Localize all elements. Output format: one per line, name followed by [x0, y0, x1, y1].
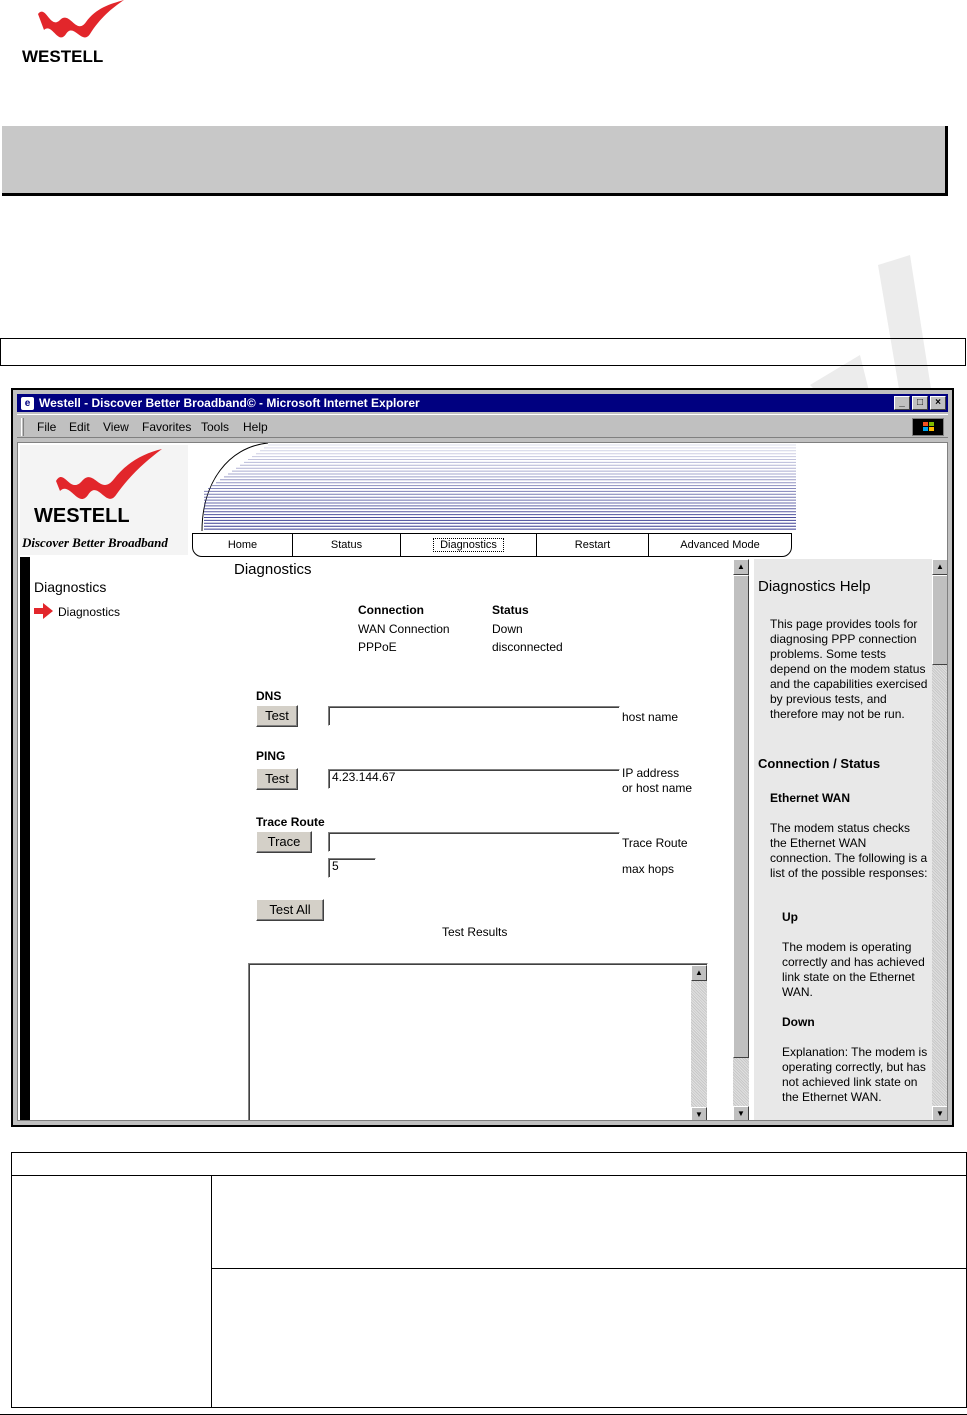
windows-logo-icon — [912, 418, 944, 436]
page-title: Diagnostics — [234, 561, 312, 578]
menu-edit[interactable]: Edit — [69, 420, 90, 434]
nav-restart[interactable]: Restart — [537, 534, 649, 556]
max-hops-input[interactable]: 5 — [328, 858, 376, 878]
scroll-thumb[interactable] — [733, 575, 749, 1058]
dns-host-input[interactable] — [328, 706, 620, 726]
menu-file[interactable]: File — [37, 420, 57, 434]
window-title: Westell - Discover Better Broadband© - Microsoft Internet Explorer — [39, 396, 420, 410]
help-sub-intro: The modem status checks the Ethernet WAN connection. The following is a list of the possible responses: — [770, 821, 928, 880]
scroll-up-icon[interactable]: ▲ — [733, 559, 749, 575]
arrow-icon — [34, 603, 54, 619]
close-button[interactable]: × — [930, 396, 946, 410]
ie-icon: e — [21, 397, 34, 410]
help-scrollbar[interactable] — [932, 559, 948, 1121]
help-title: Diagnostics Help — [758, 578, 871, 595]
status-cell: Down — [492, 622, 523, 636]
help-subsection: Ethernet WAN — [770, 791, 851, 805]
help-pane — [754, 559, 932, 1121]
col-header-connection: Connection — [358, 603, 424, 617]
nav-home[interactable]: Home — [193, 534, 293, 556]
nav-advanced-mode[interactable]: Advanced Mode — [680, 539, 760, 551]
ping-address-input[interactable]: 4.23.144.67 — [328, 769, 620, 789]
minimize-button[interactable]: _ — [894, 396, 910, 410]
browser-window — [11, 388, 954, 1127]
col-header-status: Status — [492, 603, 529, 617]
menu-favorites[interactable]: Favorites — [142, 420, 192, 434]
trace-host-input[interactable] — [328, 832, 620, 852]
westell-web-logo — [20, 445, 188, 555]
table-divider — [212, 1268, 967, 1269]
nav-status[interactable]: Status — [293, 534, 401, 556]
menu-bar — [17, 414, 948, 438]
scroll-down-icon[interactable]: ▼ — [932, 1106, 948, 1121]
ping-hint-2: or host name — [622, 781, 693, 795]
tagline: Discover Better Broadband — [22, 535, 168, 550]
scroll-up-icon[interactable]: ▲ — [691, 965, 707, 981]
watermark — [700, 255, 960, 395]
help-down-text: Explanation: The modem is operating correctly, but has not achieved link state on the Ethernet WAN. — [782, 1045, 928, 1104]
toolbar-grip[interactable] — [21, 418, 24, 436]
test-results-label: Test Results — [442, 925, 508, 939]
trace-hint: Trace Route — [622, 836, 688, 850]
status-cell: disconnected — [492, 640, 563, 654]
nav-diagnostics-label: Diagnostics — [433, 538, 504, 552]
help-up-label: Up — [782, 910, 798, 924]
table-body — [11, 1176, 967, 1408]
ping-test-button[interactable]: Test — [256, 768, 298, 790]
left-bar — [20, 557, 30, 1121]
westell-logo — [20, 0, 130, 68]
main-nav — [192, 533, 792, 557]
chapter-banner — [2, 126, 948, 196]
help-intro: This page provides tools for diagnosing PPP connection problems. Some tests depend on the modem status and the capabilities exercised by previous tests, and therefore may not be run. — [770, 617, 928, 721]
main-scrollbar[interactable] — [733, 559, 749, 1121]
test-results-textarea[interactable] — [248, 963, 708, 1121]
help-up-text: The modem is operating correctly and has achieved link state on the Ethernet WAN. — [782, 940, 925, 999]
ping-label: PING — [256, 749, 286, 763]
menu-tools[interactable]: Tools — [201, 420, 230, 434]
connection-cell: WAN Connection — [358, 622, 450, 636]
maximize-button[interactable]: □ — [912, 396, 928, 410]
dns-label: DNS — [256, 689, 282, 703]
help-down-label: Down — [782, 1015, 815, 1029]
browser-viewport — [17, 442, 948, 1121]
dns-hint: host name — [622, 710, 679, 724]
scroll-down-icon[interactable]: ▼ — [733, 1106, 749, 1121]
ping-hint-1: IP address — [622, 766, 680, 780]
trace-label: Trace Route — [256, 815, 325, 829]
test-all-button[interactable]: Test All — [256, 899, 324, 921]
table-header — [11, 1152, 967, 1176]
scroll-down-icon[interactable]: ▼ — [691, 1107, 707, 1121]
window-titlebar — [17, 394, 948, 412]
caption-bar — [0, 338, 966, 366]
svg-text:WESTELL: WESTELL — [22, 47, 104, 66]
help-section: Connection / Status — [758, 756, 881, 771]
scroll-thumb[interactable] — [932, 575, 948, 665]
scroll-up-icon[interactable]: ▲ — [932, 559, 948, 575]
results-scrollbar[interactable] — [691, 965, 707, 1121]
max-hops-hint: max hops — [622, 862, 675, 876]
leftnav-title: Diagnostics — [34, 579, 107, 595]
leftnav-item-diagnostics[interactable]: Diagnostics — [58, 605, 121, 619]
connection-cell: PPPoE — [358, 640, 397, 654]
menu-view[interactable]: View — [103, 420, 129, 434]
header-stripes — [188, 443, 798, 531]
table-divider — [211, 1176, 212, 1407]
dns-test-button[interactable]: Test — [256, 705, 298, 727]
menu-help[interactable]: Help — [243, 420, 268, 434]
nav-diagnostics[interactable] — [401, 534, 537, 556]
svg-text:WESTELL: WESTELL — [34, 505, 130, 525]
trace-button[interactable]: Trace — [256, 831, 312, 853]
